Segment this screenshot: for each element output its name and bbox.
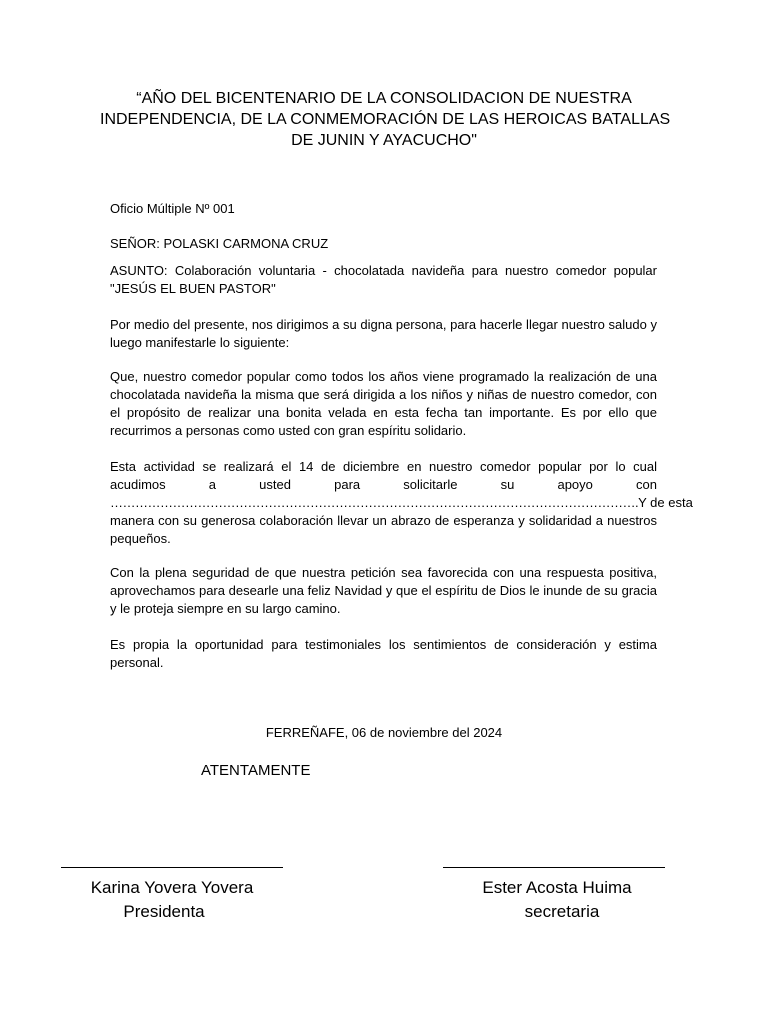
oficio-number: Oficio Múltiple Nº 001 [110,201,235,216]
document-heading [100,88,671,151]
recipient-line: SEÑOR: POLASKI CARMONA CRUZ [110,236,329,251]
activity-line-3-tail: Y de esta [638,495,693,510]
paragraph-activity [110,458,693,548]
paragraph-wishes: Con la plena seguridad de que nuestra petición sea favorecida con una respuesta positiva, aprovechamos para desearle una feliz Navidad y que el espíritu de Dios le inunde de su gracia y le proteja siempre en su largo camino. [110,565,657,616]
signature-line-right [443,867,665,868]
fill-in-dots: ………………………………………………………………………………………………………………. [110,495,639,510]
activity-rest: manera con su generosa colaboración llevar un abrazo de esperanza y solidaridad a nuestros pequeños. [110,513,657,546]
signature-line-left [61,867,283,868]
subject-paragraph: ASUNTO: Colaboración voluntaria - chocolatada navideña para nuestro comedor popular "JESÚS EL BUEN PASTOR" [110,263,657,296]
signatory-left-name: Karina Yovera Yovera [90,878,254,897]
paragraph-intro: Por medio del presente, nos dirigimos a su digna persona, para hacerle llegar nuestro saludo y luego manifestarle lo siguiente: [110,317,657,350]
activity-line-3 [110,494,693,512]
signatory-right-name: Ester Acosta Huima [482,878,632,897]
activity-line-2: acudimos a usted para solicitarle su apoyo con [110,477,657,492]
paragraph-purpose: Que, nuestro comedor popular como todos los años viene programado la realización de una chocolatada navideña la misma que será dirigida a los niños y niñas de nuestro comedor, con el propósito de realizar una bonita velada en esta fecha tan importante. Es por ello que recurrimos a personas como usted con gran espíritu solidario. [110,369,657,438]
closing-salutation: ATENTAMENTE [201,762,311,779]
signatory-left-role: Presidenta [123,902,205,921]
heading-line-1: “AÑO DEL BICENTENARIO DE LA CONSOLIDACION DE NUESTRA [136,90,632,107]
heading-line-3: DE JUNIN Y AYACUCHO" [291,132,477,149]
heading-line-2: INDEPENDENCIA, DE LA CONMEMORACIÓN DE LAS HEROICAS BATALLAS [100,111,671,128]
signatory-right-role: secretaria [524,902,600,921]
activity-line-1: Esta actividad se realizará el 14 de diciembre en nuestro comedor popular por lo cual [110,459,657,474]
paragraph-closing: Es propia la oportunidad para testimoniales los sentimientos de consideración y estima personal. [110,637,657,670]
date-line: FERREÑAFE, 06 de noviembre del 2024 [265,725,503,740]
